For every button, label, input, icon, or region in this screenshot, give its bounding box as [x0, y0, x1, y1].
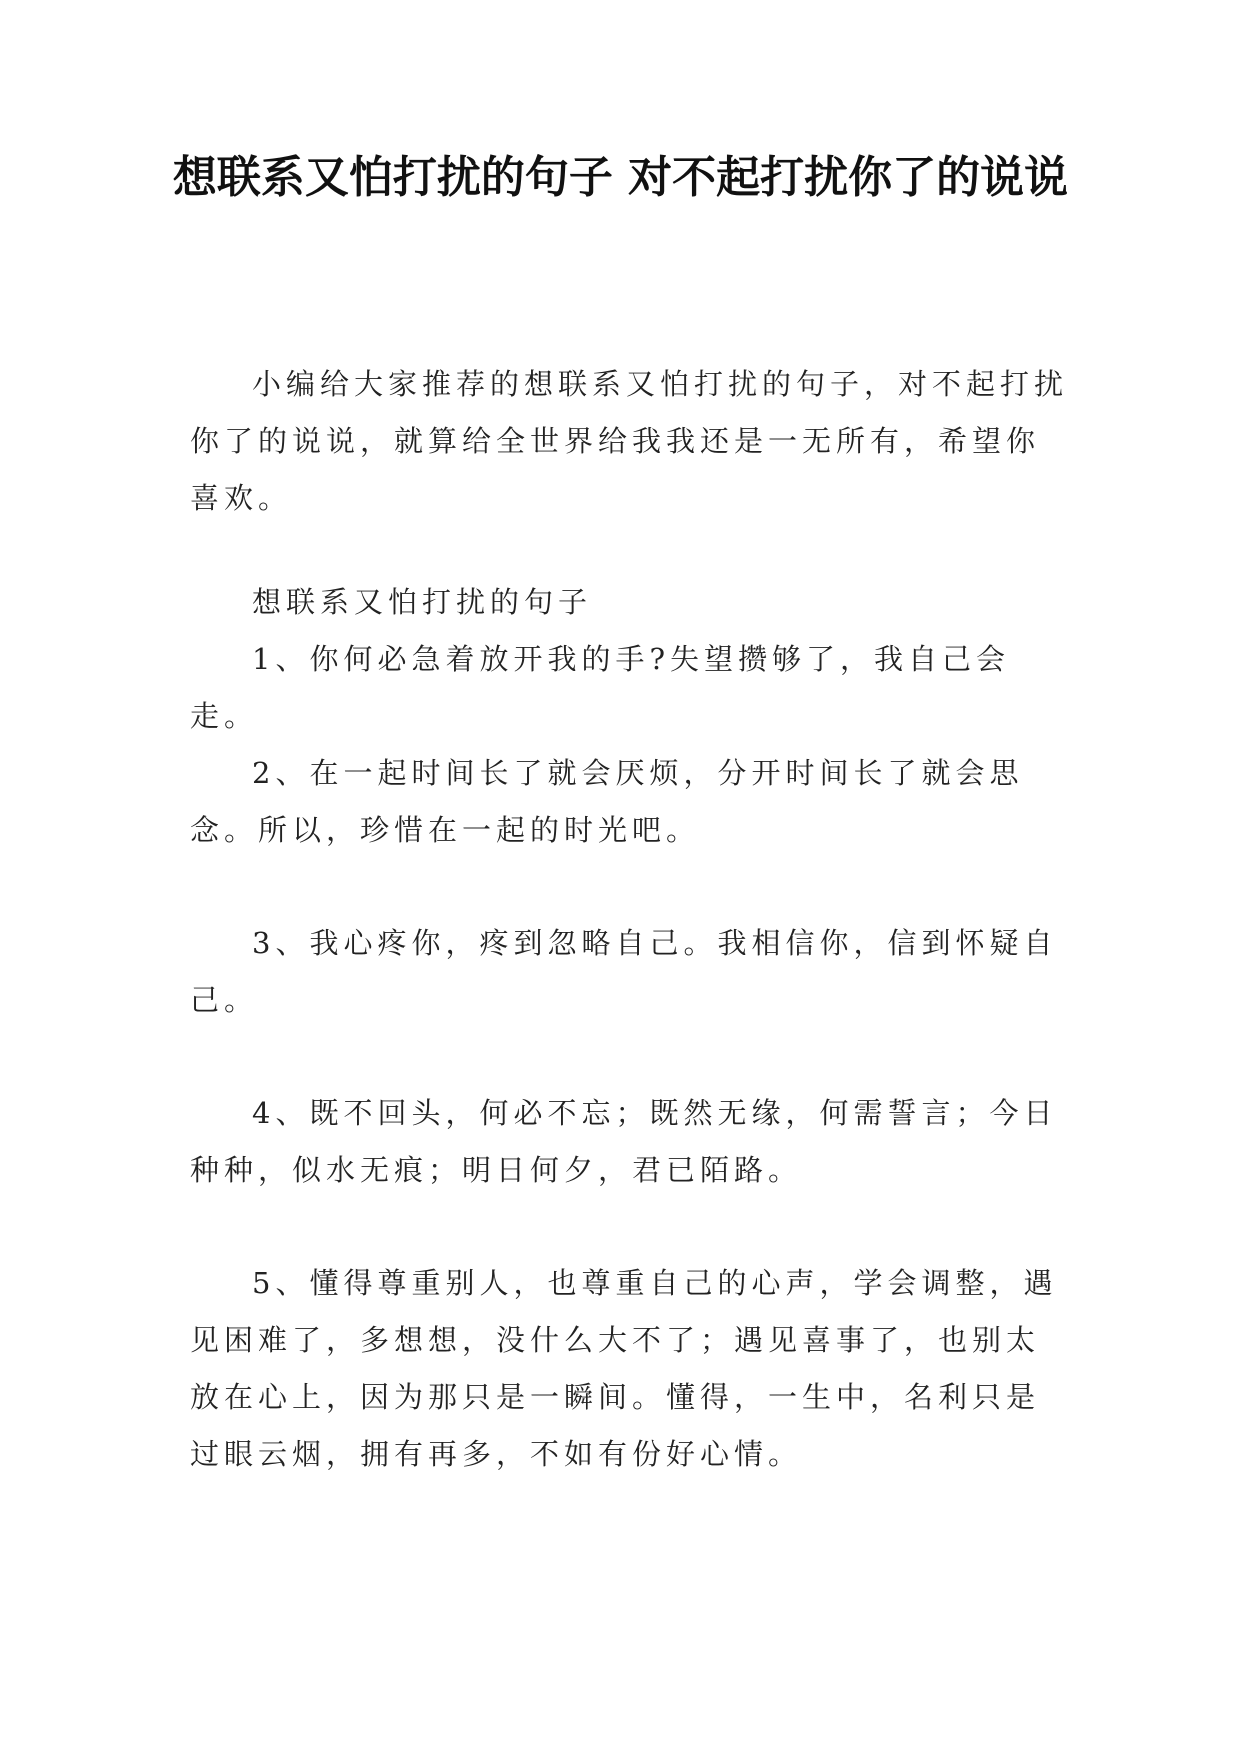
list-item-4: 4、既不回头，何必不忘；既然无缘，何需誓言；今日种种，似水无痕；明日何夕，君已陌路。 — [190, 1096, 1058, 1187]
list-item-1: 1、你何必急着放开我的手?失望攒够了，我自己会走。 — [190, 642, 1010, 733]
list-item-5: 5、懂得尊重别人，也尊重自己的心声，学会调整，遇见困难了，多想想，没什么大不了；遇见喜事了，也别太放在心上，因为那只是一瞬间。懂得，一生中，名利只是过眼云烟，拥有再多，不如有份好心情。 — [190, 1266, 1058, 1471]
document-title: 想联系又怕打扰的句子 对不起打扰你了的说说 — [172, 152, 1069, 203]
intro-paragraph: 小编给大家推荐的想联系又怕打扰的句子，对不起打扰你了的说说，就算给全世界给我我还是一无所有，希望你喜欢。 — [190, 367, 1069, 515]
section-heading: 想联系又怕打扰的句子 — [252, 585, 593, 619]
list-item-3: 3、我心疼你，疼到忽略自己。我相信你，信到怀疑自己。 — [190, 926, 1058, 1017]
list-item-2: 2、在一起时间长了就会厌烦，分开时间长了就会思念。所以，珍惜在一起的时光吧。 — [190, 756, 1024, 847]
